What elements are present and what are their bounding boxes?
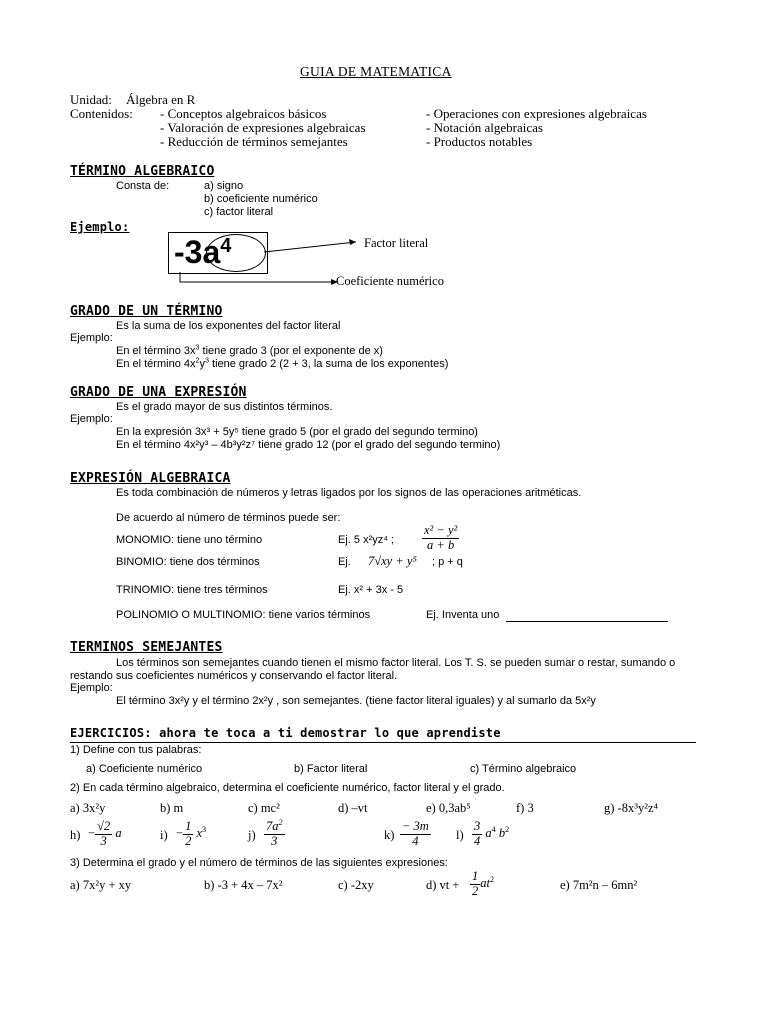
trinomio-label: TRINOMIO: tiene tres términos — [116, 584, 268, 596]
q2-f: f) 3 — [516, 801, 534, 815]
unidad-value: Álgebra en R — [126, 92, 196, 107]
contenido-left-2: - Valoración de expresiones algebraicas — [160, 120, 366, 135]
q2-e: e) 0,3ab⁵ — [426, 801, 471, 815]
polinomio-example: Ej. Inventa uno — [426, 609, 500, 621]
q2-d: d) –vt — [338, 801, 368, 815]
binomio-label: BINOMIO: tiene dos términos — [116, 556, 260, 568]
heading-grado-termino: GRADO DE UN TÉRMINO — [70, 304, 223, 319]
contenidos-label: Contenidos: — [70, 106, 133, 121]
q2-h-label: h) — [70, 828, 81, 842]
ejemplo-label: Ejemplo: — [70, 220, 130, 234]
heading-expresion-algebraica: EXPRESIÓN ALGEBRAICA — [70, 471, 231, 486]
q2-label: 2) En cada término algebraico, determina el coeficiente numérico, factor literal y el grado. — [70, 782, 505, 794]
q2-a: a) 3x²y — [70, 801, 106, 815]
q3-a: a) 7x²y + xy — [70, 878, 132, 892]
q2-g: g) -8x³y²z⁴ — [604, 801, 658, 815]
grado-termino-def: Es la suma de los exponentes del factor literal — [116, 320, 341, 332]
example-variable: a — [202, 234, 221, 270]
q2-j-label: j) — [248, 828, 256, 842]
monomio-fraction: $\frac{\text{x² − y²}}{a + b}$ — [424, 523, 458, 552]
grado-expresion-def: Es el grado mayor de sus distintos términos. — [116, 401, 333, 413]
binomio-example-label: Ej. — [338, 556, 351, 568]
q2-k-expr: $\frac{- 3m}{4}$ — [402, 819, 429, 848]
binomio-example-rest: ; p + q — [432, 556, 463, 568]
contenido-right-3: - Productos notables — [426, 134, 533, 149]
example-exponent: 4 — [220, 235, 232, 257]
q3-d: d) vt + — [426, 878, 460, 892]
semejantes-def-2: restando sus coeficientes numéricos y conservando el factor literal. — [70, 670, 398, 682]
trinomio-example: Ej. x² + 3x - 5 — [338, 584, 404, 596]
ejercicios-divider — [70, 742, 696, 743]
heading-grado-expresion: GRADO DE UNA EXPRESIÓN — [70, 385, 247, 400]
consta-item-signo: a) signo — [204, 180, 244, 192]
coeficiente-numerico-label: Coeficiente numérico — [336, 274, 444, 288]
grado-termino-ex1: En el término $3x^3$ tiene grado 3 (por el exponente de x) — [116, 343, 383, 357]
contenido-right-1: - Operaciones con expresiones algebraicas — [426, 106, 647, 121]
expresion-def: Es toda combinación de números y letras ligados por los signos de las operaciones aritméticas. — [116, 487, 582, 499]
q3-b: b) -3 + 4x – 7x² — [204, 878, 283, 892]
q3-label: 3) Determina el grado y el número de términos de las siguientes expresiones: — [70, 857, 448, 869]
heading-termino-algebraico: TÉRMINO ALGEBRAICO — [70, 164, 215, 179]
contenido-right-2: - Notación algebraicas — [426, 120, 543, 135]
q2-h-expr: − $\frac{√2}{3}$ a — [88, 819, 122, 848]
semejantes-def-1: Los términos son semejantes cuando tienen el mismo factor literal. Los T. S. se pueden sumar o restar, sumando o — [116, 657, 676, 669]
q3-c: c) -2xy — [338, 878, 374, 892]
consta-item-coeficiente: b) coeficiente numérico — [204, 193, 318, 205]
q1-c: c) Término algebraico — [470, 763, 577, 775]
q1-a: a) Coeficiente numérico — [86, 763, 203, 775]
factor-literal-label: Factor literal — [364, 236, 429, 250]
q2-l-expr: $\frac{3}{4}$ $a^4$ $b^2$ — [474, 819, 510, 848]
page-title: GUIA DE MATEMATICA — [300, 64, 452, 79]
heading-terminos-semejantes: TERMINOS SEMEJANTES — [70, 640, 223, 655]
consta-item-factor: c) factor literal — [204, 206, 274, 218]
monomio-example: Ej. 5 x²yz⁴ ; — [338, 534, 395, 546]
q2-i-expr: − $\frac{1}{2}$ $x^3$ — [176, 819, 207, 848]
monomio-label: MONOMIO: tiene uno término — [116, 534, 263, 546]
q2-k-label: k) — [384, 828, 395, 842]
q2-c: c) mc² — [248, 801, 280, 815]
semejantes-ejemplo: Ejemplo: — [70, 682, 113, 694]
q2-l-label: l) — [456, 828, 464, 842]
grado-expresion-ex2: En el término 4x²y³ – 4b³y²z⁷ tiene grado 12 (por el grado del segundo termino) — [116, 439, 501, 451]
semejantes-ex: El término 3x²y y el término 2x²y , son semejantes. (tiene factor literal iguales) y al sumarlo da 5x²y — [116, 695, 596, 707]
consta-label: Consta de: — [116, 180, 170, 192]
q1-b: b) Factor literal — [294, 763, 368, 775]
unidad-label: Unidad: — [70, 92, 112, 107]
q3-e: e) 7m²n – 6mn² — [560, 878, 638, 892]
example-arrows — [160, 230, 360, 290]
q2-j-expr: $\frac{7a^2}{3}$ — [266, 817, 283, 848]
q3-d-fraction: $\frac{1}{2}$ $at^2$ — [472, 869, 495, 898]
grado-expresion-ex1: En la expresión 3x³ + 5y⁵ tiene grado 5 (por el grado del segundo termino) — [116, 426, 478, 438]
contenido-left-1: - Conceptos algebraicos básicos — [160, 106, 327, 121]
grado-expresion-ejemplo: Ejemplo: — [70, 413, 113, 425]
polinomio-label: POLINOMIO O MULTINOMIO: tiene varios términos — [116, 609, 371, 621]
contenido-left-3: - Reducción de términos semejantes — [160, 134, 348, 149]
example-coefficient: -3 — [174, 234, 203, 270]
binomio-example-expr: 7√xy + y⁵ — [368, 554, 417, 568]
grado-termino-ex2: En el término $4x^2y^3$ tiene grado 2 (2 + 3, la suma de los exponentes) — [116, 356, 449, 370]
q2-b: b) m — [160, 801, 184, 815]
q1-label: 1) Define con tus palabras: — [70, 744, 202, 756]
q2-i-label: i) — [160, 828, 168, 842]
expresion-acuerdo: De acuerdo al número de términos puede ser: — [116, 512, 341, 524]
grado-termino-ejemplo: Ejemplo: — [70, 332, 113, 344]
heading-ejercicios: EJERCICIOS: ahora te toca a ti demostrar lo que aprendiste — [70, 726, 501, 740]
polinomio-answer-line[interactable] — [506, 621, 668, 622]
